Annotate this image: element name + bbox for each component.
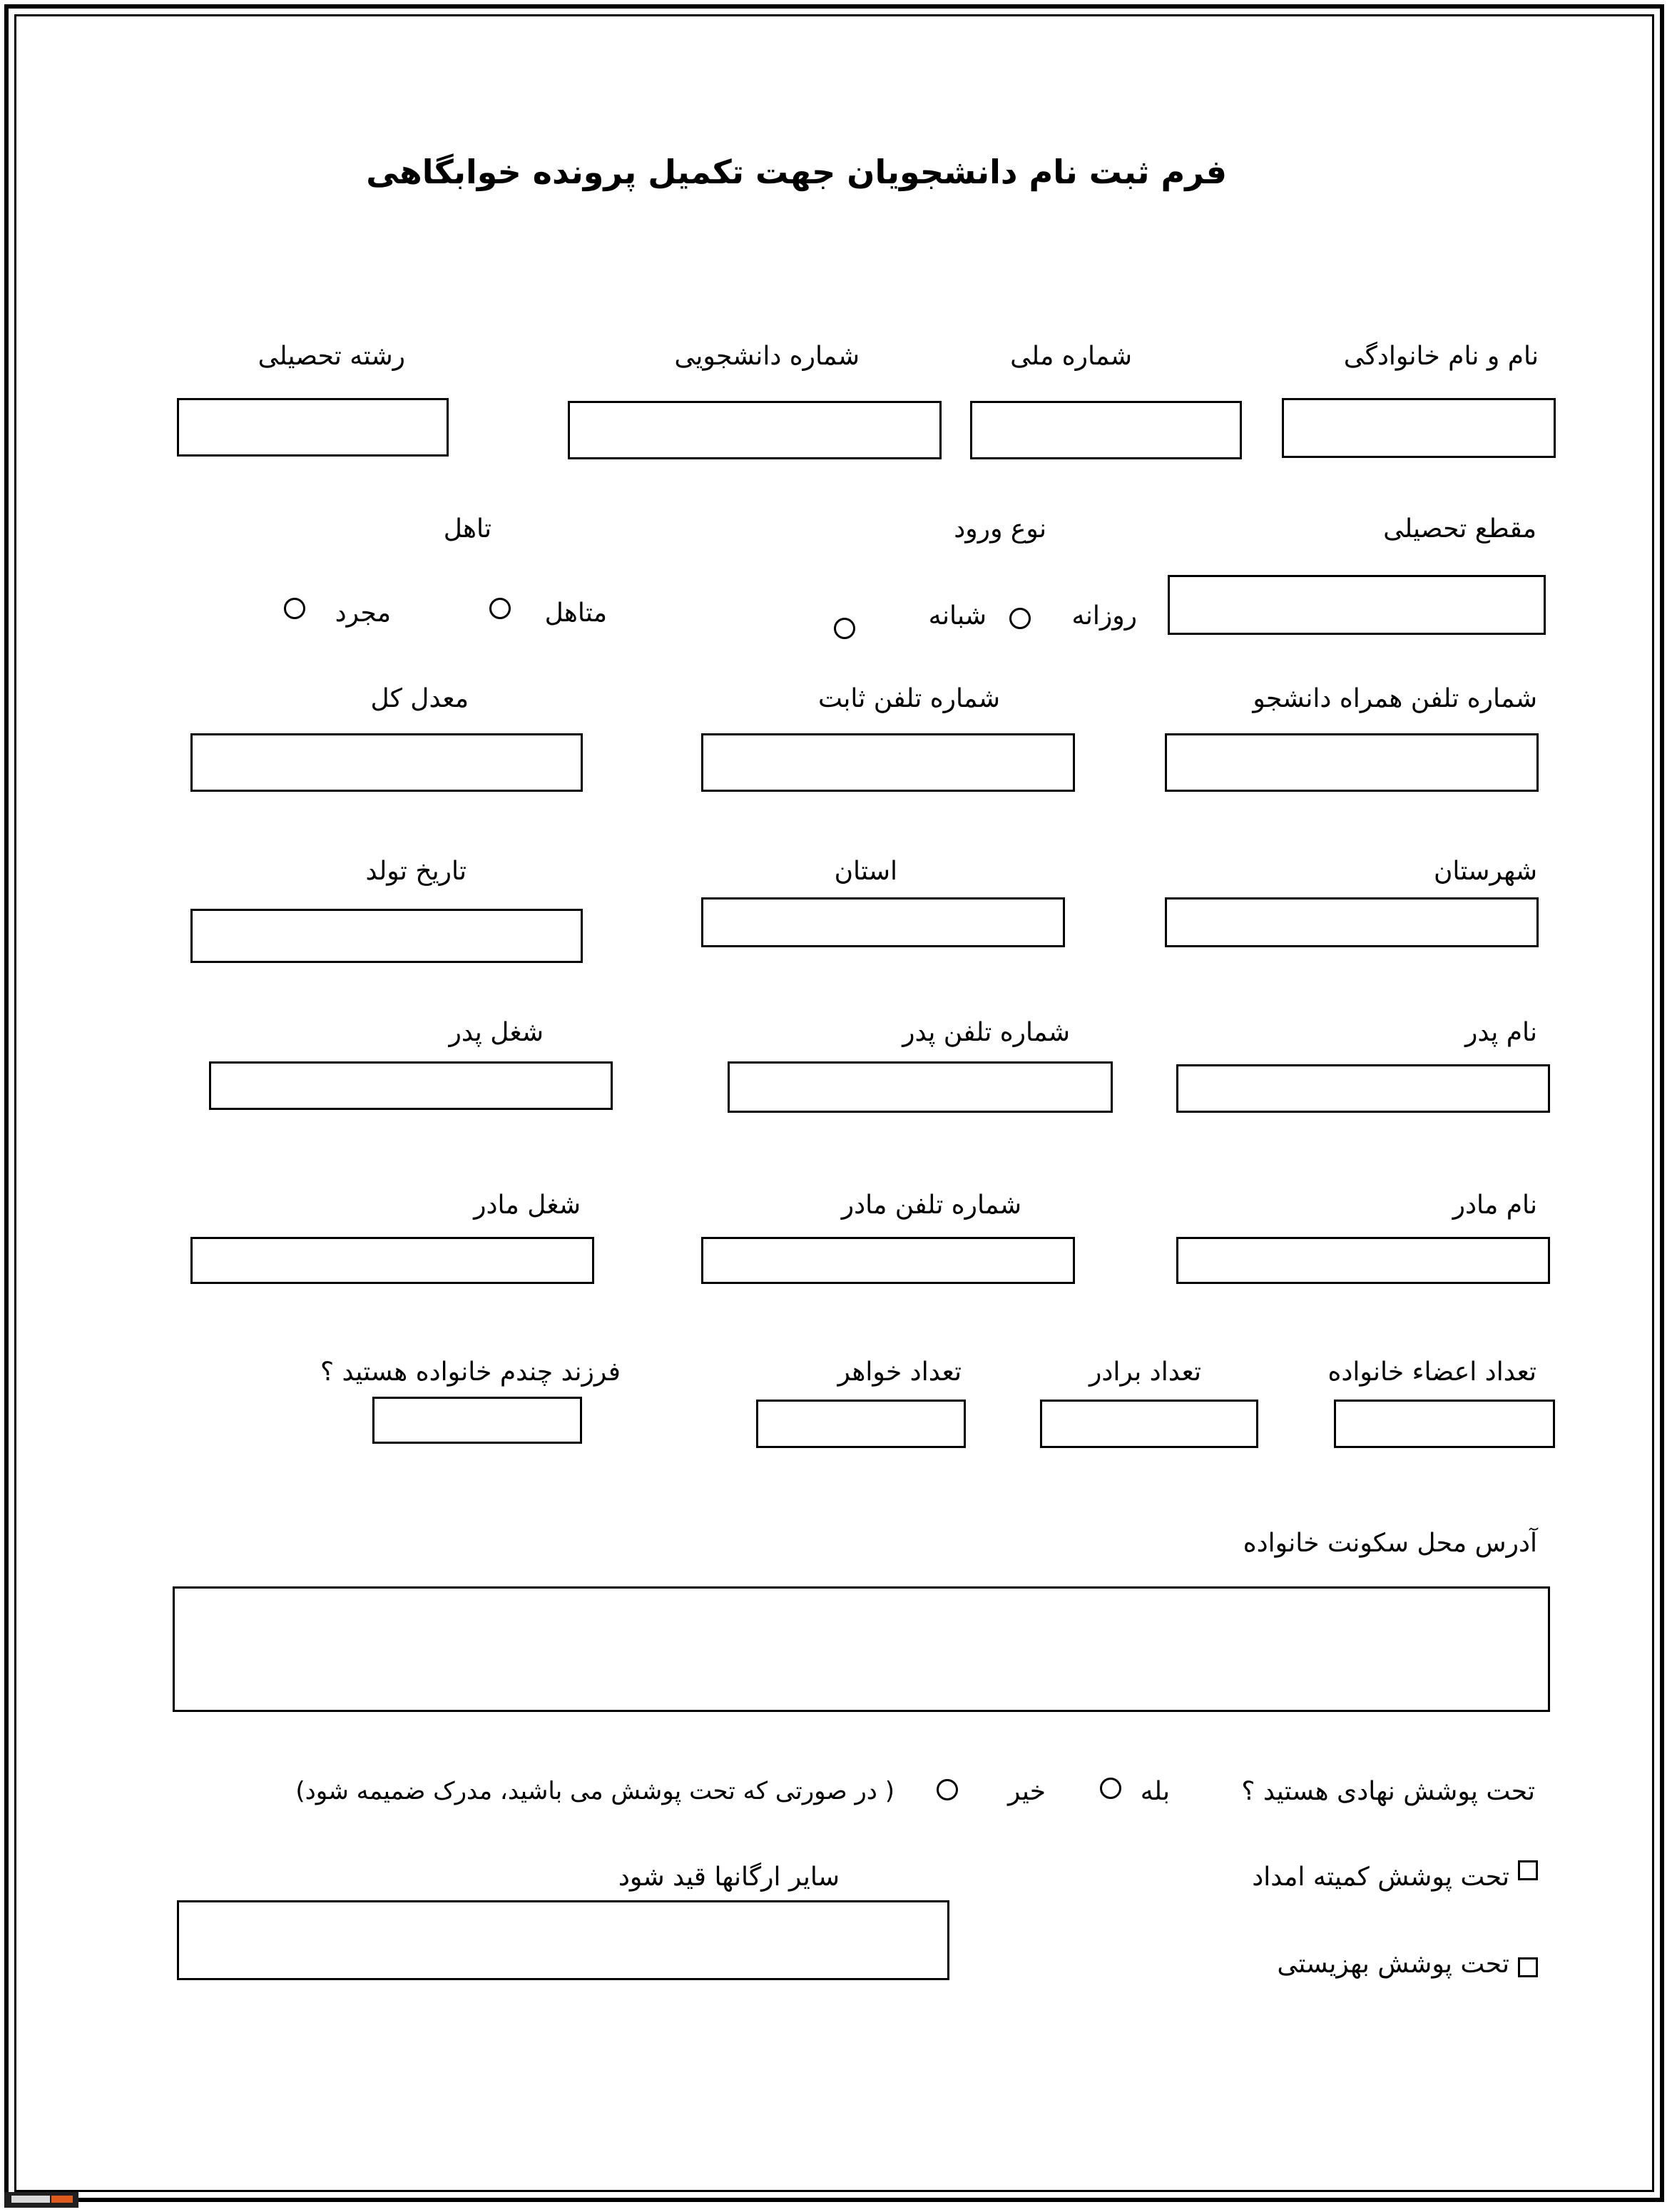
major-label: رشته تحصیلی <box>258 342 405 371</box>
gpa-input[interactable] <box>190 733 583 792</box>
father-phone-label: شماره تلفن پدر <box>902 1018 1070 1047</box>
support-no-radio[interactable] <box>937 1779 958 1800</box>
komite-checkbox[interactable] <box>1518 1860 1538 1880</box>
option-no-label: خیر <box>1008 1777 1046 1806</box>
form-title: فرم ثبت نام دانشجویان جهت تکمیل پرونده خوابگاهی <box>366 153 1227 191</box>
option-single-label: مجرد <box>335 598 391 628</box>
marital-status-label: تاهل <box>443 514 491 544</box>
mother-name-label: نام مادر <box>1452 1191 1537 1220</box>
city-label: شهرستان <box>1433 857 1537 886</box>
student-id-label: شماره دانشجویی <box>674 342 860 371</box>
sisters-input[interactable] <box>756 1400 966 1448</box>
national-id-label: شماره ملی <box>1010 342 1132 371</box>
degree-level-label: مقطع تحصیلی <box>1383 514 1536 544</box>
behzisti-label: تحت پوشش بهزیستی <box>1277 1949 1509 1979</box>
entry-evening-radio[interactable] <box>834 618 855 639</box>
option-married-label: متاهل <box>544 598 607 628</box>
support-question-label: تحت پوشش نهادی هستید ؟ <box>1241 1777 1535 1806</box>
province-input[interactable] <box>701 897 1065 947</box>
entry-day-radio[interactable] <box>1009 608 1031 629</box>
mother-phone-input[interactable] <box>701 1237 1075 1284</box>
mother-phone-label: شماره تلفن مادر <box>841 1191 1021 1220</box>
father-phone-input[interactable] <box>728 1061 1113 1113</box>
option-day-label: روزانه <box>1071 601 1137 631</box>
landline-input[interactable] <box>701 733 1075 792</box>
birth-date-label: تاریخ تولد <box>365 857 467 886</box>
entry-type-label: نوع ورود <box>954 514 1046 544</box>
father-job-input[interactable] <box>209 1061 613 1110</box>
mother-job-input[interactable] <box>190 1237 594 1284</box>
other-orgs-label: سایر ارگانها قید شود <box>618 1862 840 1892</box>
other-orgs-input[interactable] <box>177 1900 949 1980</box>
option-evening-label: شبانه <box>928 601 987 631</box>
address-input[interactable] <box>173 1586 1550 1712</box>
degree-level-input[interactable] <box>1168 575 1546 635</box>
family-members-label: تعداد اعضاء خانواده <box>1327 1357 1536 1387</box>
behzisti-checkbox[interactable] <box>1518 1957 1538 1977</box>
student-id-input[interactable] <box>568 401 942 459</box>
father-name-label: نام پدر <box>1464 1018 1537 1047</box>
birth-date-input[interactable] <box>190 909 583 963</box>
site-logo <box>4 2192 78 2208</box>
address-label: آدرس محل سکونت خانواده <box>1243 1529 1537 1558</box>
mother-job-label: شغل مادر <box>474 1191 581 1220</box>
full-name-input[interactable] <box>1282 398 1556 458</box>
child-order-input[interactable] <box>372 1397 582 1444</box>
brothers-label: تعداد برادر <box>1089 1357 1201 1387</box>
married-radio[interactable] <box>489 598 511 619</box>
gpa-label: معدل کل <box>370 684 469 713</box>
national-id-input[interactable] <box>970 401 1242 459</box>
father-job-label: شغل پدر <box>449 1018 544 1047</box>
city-input[interactable] <box>1165 897 1539 947</box>
komite-label: تحت پوشش کمیته امداد <box>1252 1862 1509 1892</box>
student-mobile-input[interactable] <box>1165 733 1539 792</box>
major-input[interactable] <box>177 398 449 457</box>
support-note: ( در صورتی که تحت پوشش می باشید، مدرک ضمیمه شود) <box>295 1777 894 1805</box>
province-label: استان <box>834 857 897 886</box>
landline-label: شماره تلفن ثابت <box>818 684 1000 713</box>
sisters-label: تعداد خواهر <box>837 1357 962 1387</box>
mother-name-input[interactable] <box>1176 1237 1550 1284</box>
child-order-label: فرزند چندم خانواده هستید ؟ <box>320 1357 621 1387</box>
option-yes-label: بله <box>1140 1777 1170 1806</box>
full-name-label: نام و نام خانوادگی <box>1343 342 1539 371</box>
brothers-input[interactable] <box>1040 1400 1258 1448</box>
support-yes-radio[interactable] <box>1100 1778 1121 1799</box>
student-mobile-label: شماره تلفن همراه دانشجو <box>1253 684 1537 713</box>
father-name-input[interactable] <box>1176 1064 1550 1113</box>
family-members-input[interactable] <box>1334 1400 1555 1448</box>
single-radio[interactable] <box>284 598 305 619</box>
